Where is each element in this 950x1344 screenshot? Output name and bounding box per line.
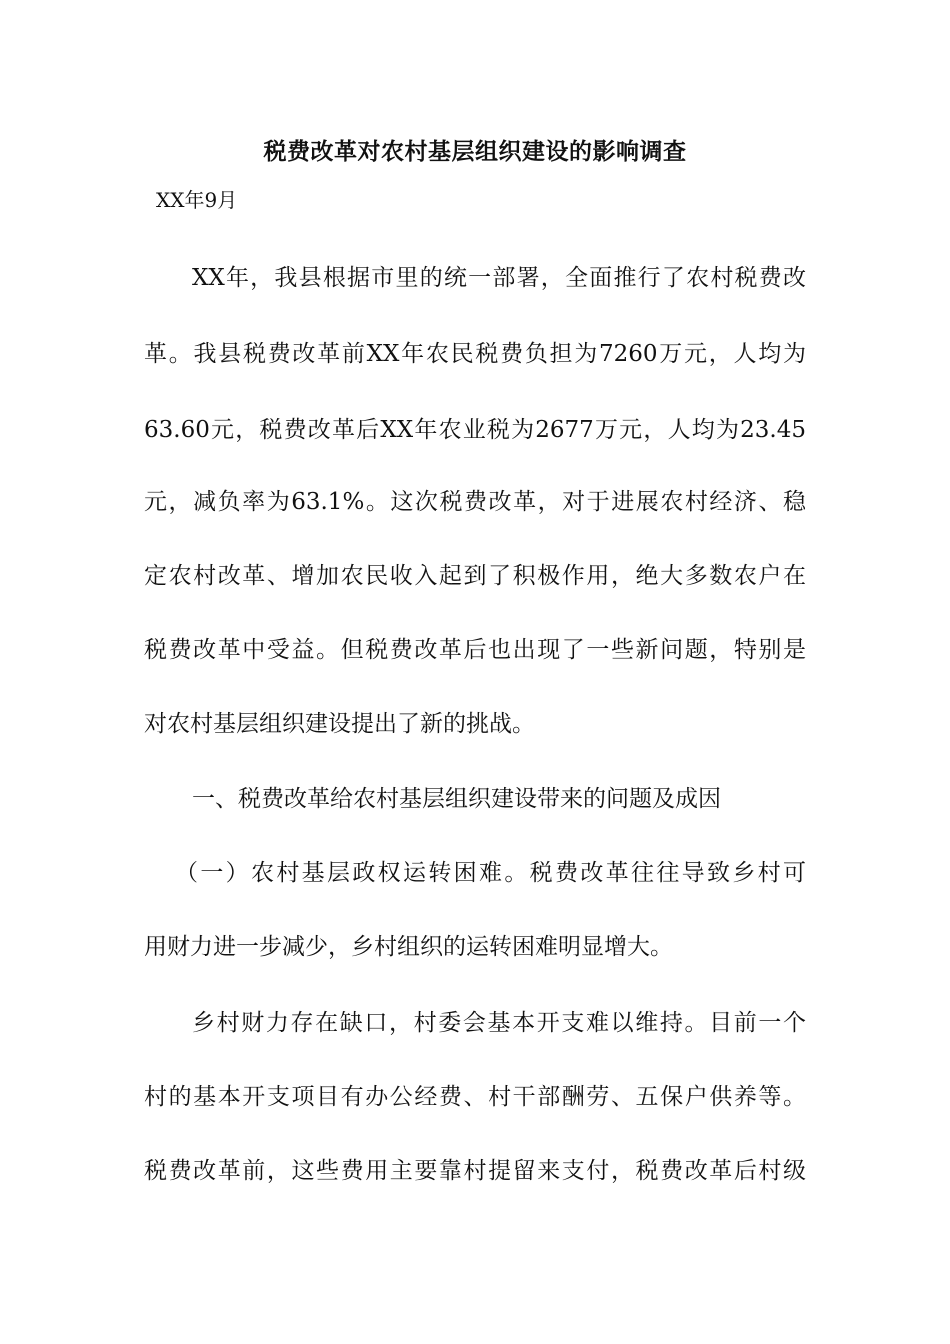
document-date: XX年9月: [156, 188, 238, 212]
paragraph-line: 村的基本开支项目有办公经费、村干部酬劳、五保户供养等。: [144, 1084, 806, 1110]
section-heading: 一、税费改革给农村基层组织建设带来的问题及成因: [192, 786, 721, 812]
paragraph-line: 定农村改革、增加农民收入起到了积极作用，绝大多数农户在: [144, 563, 806, 589]
paragraph-line: 对农村基层组织建设提出了新的挑战。: [144, 711, 535, 737]
paragraph-line: 革。我县税费改革前XX年农民税费负担为7260万元，人均为: [144, 341, 806, 367]
paragraph-line: 税费改革前，这些费用主要靠村提留来支付，税费改革后村级: [144, 1158, 806, 1184]
paragraph-line: 税费改革中受益。但税费改革后也出现了一些新问题，特别是: [144, 637, 806, 663]
paragraph-line: 63.60元，税费改革后XX年农业税为2677万元，人均为23.45: [144, 417, 806, 443]
subsection-heading: （一）农村基层政权运转困难。税费改革往往导致乡村可: [175, 860, 806, 886]
paragraph-line: 用财力进一步减少，乡村组织的运转困难明显增大。: [144, 934, 673, 960]
paragraph-line: 元，减负率为63.1%。这次税费改革，对于进展农村经济、稳: [144, 489, 806, 515]
paragraph-line: 乡村财力存在缺口，村委会基本开支难以维持。目前一个: [192, 1010, 806, 1036]
document-title: 税费改革对农村基层组织建设的影响调查: [263, 138, 687, 165]
paragraph-line: XX年，我县根据市里的统一部署，全面推行了农村税费改: [192, 265, 806, 291]
